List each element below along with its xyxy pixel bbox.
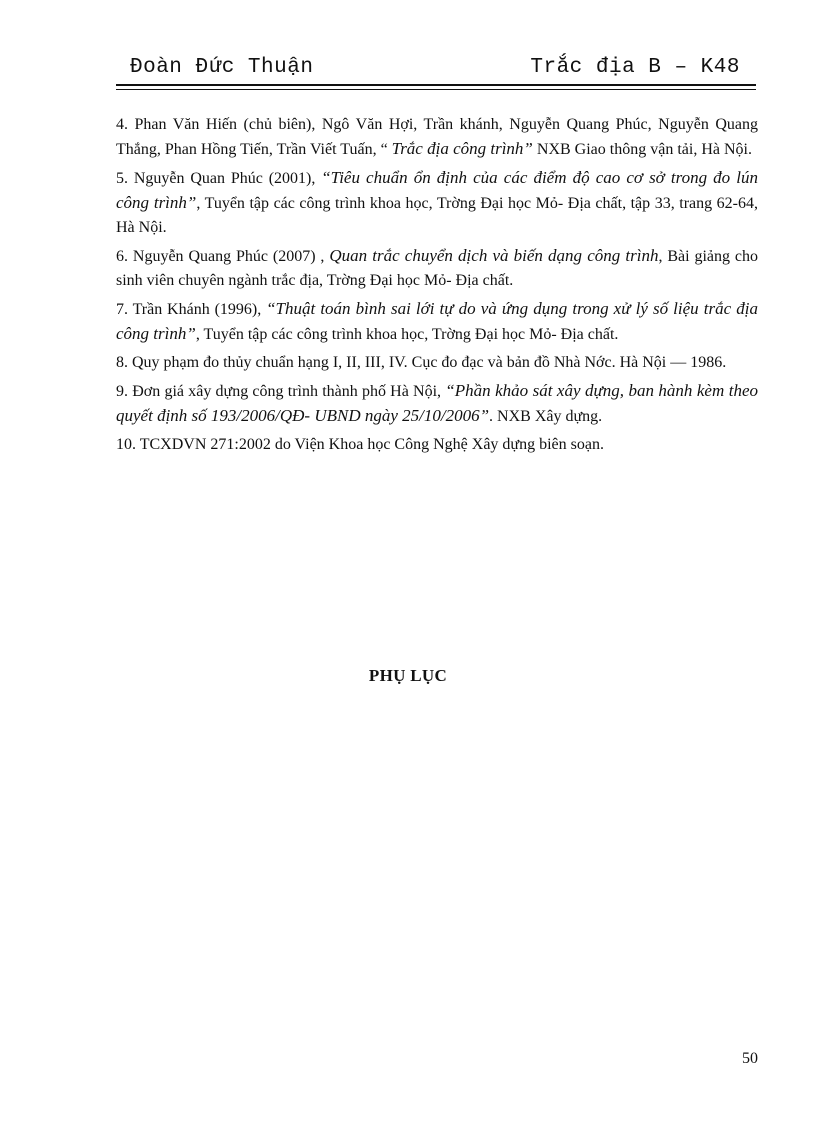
reference-text: 6. Nguyễn Quang Phúc (2007) , (116, 248, 330, 265)
header-author: Đoàn Đức Thuận (130, 56, 314, 79)
header-rule-thick (116, 84, 756, 86)
reference-title: “Phần khảo sát xây dựng, ban hành kèm theo quyết định số 193/2006/QĐ- UBND ngày 25/10/2006” (116, 381, 758, 425)
reference-item-7 (116, 297, 758, 347)
reference-text: 8. Quy phạm đo thủy chuẩn hạng I, II, III, IV. Cục đo đạc và bản đồ Nhà Nớc. Hà Nội — 1986. (116, 354, 727, 371)
reference-item-9 (116, 379, 758, 429)
reference-item-10 (116, 433, 758, 457)
reference-text: 9. Đơn giá xây dựng công trình thành phố Hà Nội, (116, 383, 446, 400)
reference-list (116, 113, 758, 461)
reference-text: 10. TCXDVN 271:2002 do Viện Khoa học Công Nghệ Xây dựng biên soạn. (116, 436, 604, 453)
header-course: Trắc địa B – K48 (530, 56, 740, 79)
reference-item-4 (116, 113, 758, 162)
header-rule-thin (116, 89, 756, 90)
reference-text: 7. Trần Khánh (1996), (116, 301, 267, 318)
reference-title: Quan trắc chuyển dịch và biến dạng công trình (329, 246, 659, 265)
reference-text: . NXB Xây dựng. (489, 408, 603, 425)
reference-text: 5. Nguyễn Quan Phúc (2001), (116, 170, 322, 187)
page-header (116, 56, 756, 84)
page-number: 50 (742, 1050, 758, 1067)
reference-item-5 (116, 166, 758, 240)
reference-title: “Thuật toán bình sai lới tự do và ứng dụng trong xử lý số liệu trắc địa công trình” (116, 299, 758, 343)
reference-text: , Tuyển tập các công trình khoa học, Trờng Đại học Mỏ- Địa chất, tập 33, trang 62-64, Hà Nội. (116, 195, 758, 236)
reference-text: NXB Giao thông vận tải, Hà Nội. (532, 141, 752, 158)
reference-item-8 (116, 351, 758, 375)
reference-text: 4. Phan Văn Hiến (chủ biên), Ngô Văn Hợi, Trần khánh, Nguyễn Quang Phúc, Nguyễn Quang Thắng, Phan Hồng Tiến, Trần Viết Tuấn, “ (116, 116, 758, 158)
reference-item-6 (116, 244, 758, 293)
reference-title: “Tiêu chuẩn ổn định của các điểm độ cao cơ sở trong đo lún công trình” (116, 168, 758, 212)
reference-text: , Bài giảng cho sinh viên chuyên ngành trắc địa, Trờng Đại học Mỏ- Địa chất. (116, 248, 758, 289)
reference-text: , Tuyển tập các công trình khoa học, Trờng Đại học Mỏ- Địa chất. (195, 326, 619, 343)
reference-title: Trắc địa công trình” (391, 139, 533, 158)
appendix-heading: PHỤ LỤC (368, 666, 448, 685)
